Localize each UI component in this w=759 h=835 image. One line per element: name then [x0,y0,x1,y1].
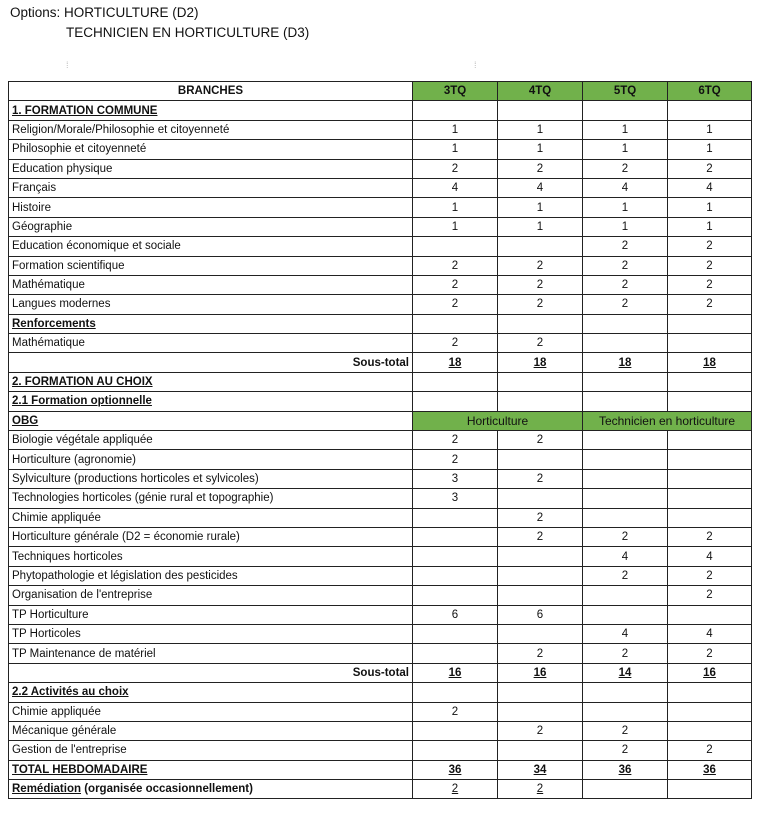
hours-cell [583,469,668,488]
options-line: Options: HORTICULTURE (D2) [10,5,199,20]
empty-cell [498,683,583,702]
total-text: TOTAL HEBDOMADAIRE [12,763,148,776]
hours-cell: 2 [668,586,752,605]
table-row [9,178,752,197]
hours-cell: 1 [668,140,752,159]
table-row [9,140,752,159]
branch-name: Religion/Morale/Philosophie et citoyenneté [9,120,413,139]
hours-cell: 2 [413,334,498,353]
remediation-value [498,780,583,799]
empty-cell [498,392,583,411]
table-row [9,489,752,508]
hours-cell [583,489,668,508]
hours-cell [668,721,752,740]
table-row [9,566,752,585]
branch-name: Biologie végétale appliquée [9,431,413,450]
table-row [9,702,752,721]
hours-cell: 2 [413,702,498,721]
subtotal-value [498,353,583,372]
renforcements-title-label [9,314,413,333]
branch-name: Mathématique [9,334,413,353]
hours-cell: 1 [498,217,583,236]
options-line-2: TECHNICIEN EN HORTICULTURE (D3) [66,25,310,40]
subtotal-value [668,353,752,372]
empty-cell [583,683,668,702]
activites-au-choix-title-text: 2.2 Activités au choix [12,686,129,699]
hours-cell: 2 [498,334,583,353]
section-formation-au-choix-label [9,372,413,391]
hours-cell: 2 [668,566,752,585]
hours-cell [668,431,752,450]
hours-cell [668,334,752,353]
total-number: 36 [618,763,632,776]
hours-cell: 4 [668,178,752,197]
hours-cell: 4 [583,624,668,643]
total-value [583,760,668,779]
branch-name: Chimie appliquée [9,702,413,721]
empty-cell [498,314,583,333]
remediation-number: 2 [536,783,544,796]
table-row [9,644,752,663]
total-value [498,760,583,779]
table-row [9,431,752,450]
hours-cell [583,702,668,721]
table-row [9,120,752,139]
branch-name: Histoire [9,198,413,217]
empty-cell [413,372,498,391]
total-number: 34 [533,763,547,776]
table-row [9,741,752,760]
hours-cell: 4 [668,547,752,566]
renforcements-title [9,314,752,333]
remediation-text: Remédiation [12,783,82,796]
subtotal-number: 18 [448,356,462,369]
hours-cell: 2 [498,469,583,488]
hours-cell [498,489,583,508]
empty-cell [668,392,752,411]
hours-cell: 2 [583,237,668,256]
hours-cell: 2 [498,295,583,314]
hours-cell [498,702,583,721]
hours-cell [413,741,498,760]
course-table [8,81,752,799]
remediation-value [413,780,498,799]
empty-cell [668,101,752,120]
hours-cell [413,624,498,643]
hours-cell [583,605,668,624]
subtotal-row [9,663,752,682]
hours-cell: 2 [668,644,752,663]
activites-au-choix-title-label [9,683,413,702]
subtotal-label: Sous-total [9,353,413,372]
hours-cell: 2 [668,159,752,178]
obg-row [9,411,752,430]
group-horticulture: Horticulture [413,411,583,430]
table-row [9,586,752,605]
hours-cell: 2 [583,566,668,585]
branch-name: Organisation de l'entreprise [9,586,413,605]
hours-cell: 1 [583,198,668,217]
hours-cell: 3 [413,469,498,488]
hours-cell: 2 [583,721,668,740]
hours-cell: 2 [668,741,752,760]
subtotal-value [413,353,498,372]
hours-cell: 2 [413,295,498,314]
hours-cell [413,566,498,585]
table-row [9,217,752,236]
hours-cell: 2 [413,256,498,275]
table-row [9,237,752,256]
col-6tq: 6TQ [668,82,752,101]
branch-name: Formation scientifique [9,256,413,275]
hours-cell: 2 [498,644,583,663]
branch-name: Technologies horticoles (génie rural et topographie) [9,489,413,508]
branch-name: TP Maintenance de matériel [9,644,413,663]
table-row [9,295,752,314]
empty-cell [668,683,752,702]
course-table-body [9,82,752,799]
branch-name: Techniques horticoles [9,547,413,566]
branch-name: Philosophie et citoyenneté [9,140,413,159]
hours-cell [668,450,752,469]
empty-cell [498,101,583,120]
hours-cell [498,237,583,256]
hours-cell: 1 [583,140,668,159]
hours-cell [498,547,583,566]
subtotal-label: Sous-total [9,663,413,682]
hours-cell: 1 [413,140,498,159]
remediation-value [668,780,752,799]
obg-text: OBG [12,414,39,427]
hours-cell: 2 [668,256,752,275]
section-formation-au-choix [9,372,752,391]
table-row [9,275,752,294]
section-formation-au-choix-text: 2. FORMATION AU CHOIX [12,376,153,389]
branch-name: TP Horticulture [9,605,413,624]
section-formation-commune [9,101,752,120]
remediation-row [9,780,752,799]
subtotal-number: 16 [448,666,462,679]
hours-cell: 1 [583,120,668,139]
hours-cell: 2 [583,741,668,760]
subtotal-value [583,353,668,372]
subtotal-row [9,353,752,372]
hours-cell: 6 [498,605,583,624]
hours-cell [413,527,498,546]
hours-cell: 1 [413,198,498,217]
empty-cell [583,392,668,411]
hours-cell: 2 [413,159,498,178]
table-row [9,508,752,527]
table-row [9,624,752,643]
hours-cell [583,450,668,469]
hours-cell [413,547,498,566]
col-3tq: 3TQ [413,82,498,101]
hours-cell: 2 [668,527,752,546]
empty-cell [583,372,668,391]
hours-cell: 1 [413,217,498,236]
branch-name: Sylviculture (productions horticoles et sylvicoles) [9,469,413,488]
hours-cell: 1 [668,120,752,139]
subtotal-number: 18 [618,356,632,369]
formation-optionnelle-title [9,392,752,411]
activites-au-choix-title [9,683,752,702]
hours-cell: 4 [583,178,668,197]
hours-cell: 2 [498,275,583,294]
hours-cell: 1 [498,198,583,217]
subtotal-number: 16 [533,666,547,679]
branch-name: Gestion de l'entreprise [9,741,413,760]
branch-name: Mathématique [9,275,413,294]
hours-cell: 1 [668,217,752,236]
total-value [668,760,752,779]
formation-optionnelle-title-text: 2.1 Formation optionnelle [12,395,152,408]
branch-name: Français [9,178,413,197]
hours-cell: 2 [583,275,668,294]
scan-mark: ⁞ [66,60,69,70]
hours-cell: 4 [668,624,752,643]
formation-optionnelle-title-label [9,392,413,411]
subtotal-value [498,663,583,682]
branch-name: Education physique [9,159,413,178]
hours-cell: 3 [413,489,498,508]
table-row [9,450,752,469]
subtotal-value [583,663,668,682]
hours-cell: 2 [668,237,752,256]
hours-cell [583,586,668,605]
table-row [9,198,752,217]
table-row [9,547,752,566]
branch-name: Education économique et sociale [9,237,413,256]
hours-cell [413,508,498,527]
hours-cell [413,644,498,663]
hours-cell [668,702,752,721]
subtotal-number: 18 [703,356,716,369]
total-label [9,760,413,779]
subtotal-number: 14 [618,666,632,679]
total-number: 36 [703,763,716,776]
subtotal-number: 16 [703,666,716,679]
branch-name: Horticulture générale (D2 = économie rurale) [9,527,413,546]
branch-name: Mécanique générale [9,721,413,740]
empty-cell [583,101,668,120]
section-formation-commune-label [9,101,413,120]
hours-cell [413,237,498,256]
subtotal-number: 18 [533,356,547,369]
remediation-note: (organisée occasionnellement) [81,783,253,796]
table-row [9,527,752,546]
branch-name: TP Horticoles [9,624,413,643]
col-5tq: 5TQ [583,82,668,101]
table-row [9,605,752,624]
table-row [9,159,752,178]
hours-cell: 2 [583,159,668,178]
total-row [9,760,752,779]
hours-cell: 4 [583,547,668,566]
branch-name: Horticulture (agronomie) [9,450,413,469]
hours-cell [583,508,668,527]
hours-cell: 2 [498,256,583,275]
empty-cell [498,372,583,391]
hours-cell [498,586,583,605]
hours-cell [413,586,498,605]
hours-cell [668,605,752,624]
hours-cell [583,334,668,353]
hours-cell: 2 [413,275,498,294]
hours-cell [413,721,498,740]
hours-cell: 2 [668,295,752,314]
remediation-label [9,780,413,799]
scan-mark: ⁞ [474,60,477,70]
table-row [9,334,752,353]
hours-cell: 1 [498,140,583,159]
hours-cell: 2 [583,256,668,275]
hours-cell: 4 [498,178,583,197]
empty-cell [413,392,498,411]
hours-cell: 2 [413,431,498,450]
hours-cell: 2 [498,159,583,178]
hours-cell [498,566,583,585]
hours-cell [668,489,752,508]
hours-cell: 1 [413,120,498,139]
col-4tq: 4TQ [498,82,583,101]
section-formation-commune-text: 1. FORMATION COMMUNE [12,104,158,117]
remediation-number: 2 [451,783,459,796]
empty-cell [668,314,752,333]
branch-name: Chimie appliquée [9,508,413,527]
hours-cell: 1 [583,217,668,236]
empty-cell [583,314,668,333]
hours-cell: 2 [583,527,668,546]
hours-cell: 2 [498,431,583,450]
group-technicien: Technicien en horticulture [583,411,752,430]
subtotal-value [413,663,498,682]
hours-cell: 2 [498,721,583,740]
subtotal-value [668,663,752,682]
hours-cell [498,450,583,469]
renforcements-title-text: Renforcements [12,317,96,330]
hours-cell [583,431,668,450]
remediation-value [583,780,668,799]
total-number: 36 [448,763,462,776]
branch-name: Géographie [9,217,413,236]
empty-cell [413,101,498,120]
branch-name: Phytopathologie et législation des pesticides [9,566,413,585]
hours-cell [668,508,752,527]
table-row [9,721,752,740]
table-row [9,469,752,488]
hours-cell: 4 [413,178,498,197]
hours-cell: 2 [668,275,752,294]
total-value [413,760,498,779]
table-row [9,256,752,275]
empty-cell [413,683,498,702]
obg-label [9,411,413,430]
hours-cell: 1 [498,120,583,139]
branches-header: BRANCHES [9,82,413,101]
hours-cell: 2 [583,295,668,314]
hours-cell [498,624,583,643]
hours-cell: 2 [498,508,583,527]
empty-cell [413,314,498,333]
hours-cell: 2 [413,450,498,469]
hours-cell: 2 [583,644,668,663]
hours-cell: 2 [498,527,583,546]
hours-cell [498,741,583,760]
hours-cell: 6 [413,605,498,624]
hours-cell: 1 [668,198,752,217]
branch-name: Langues modernes [9,295,413,314]
header-row [9,82,752,101]
hours-cell [668,469,752,488]
empty-cell [668,372,752,391]
